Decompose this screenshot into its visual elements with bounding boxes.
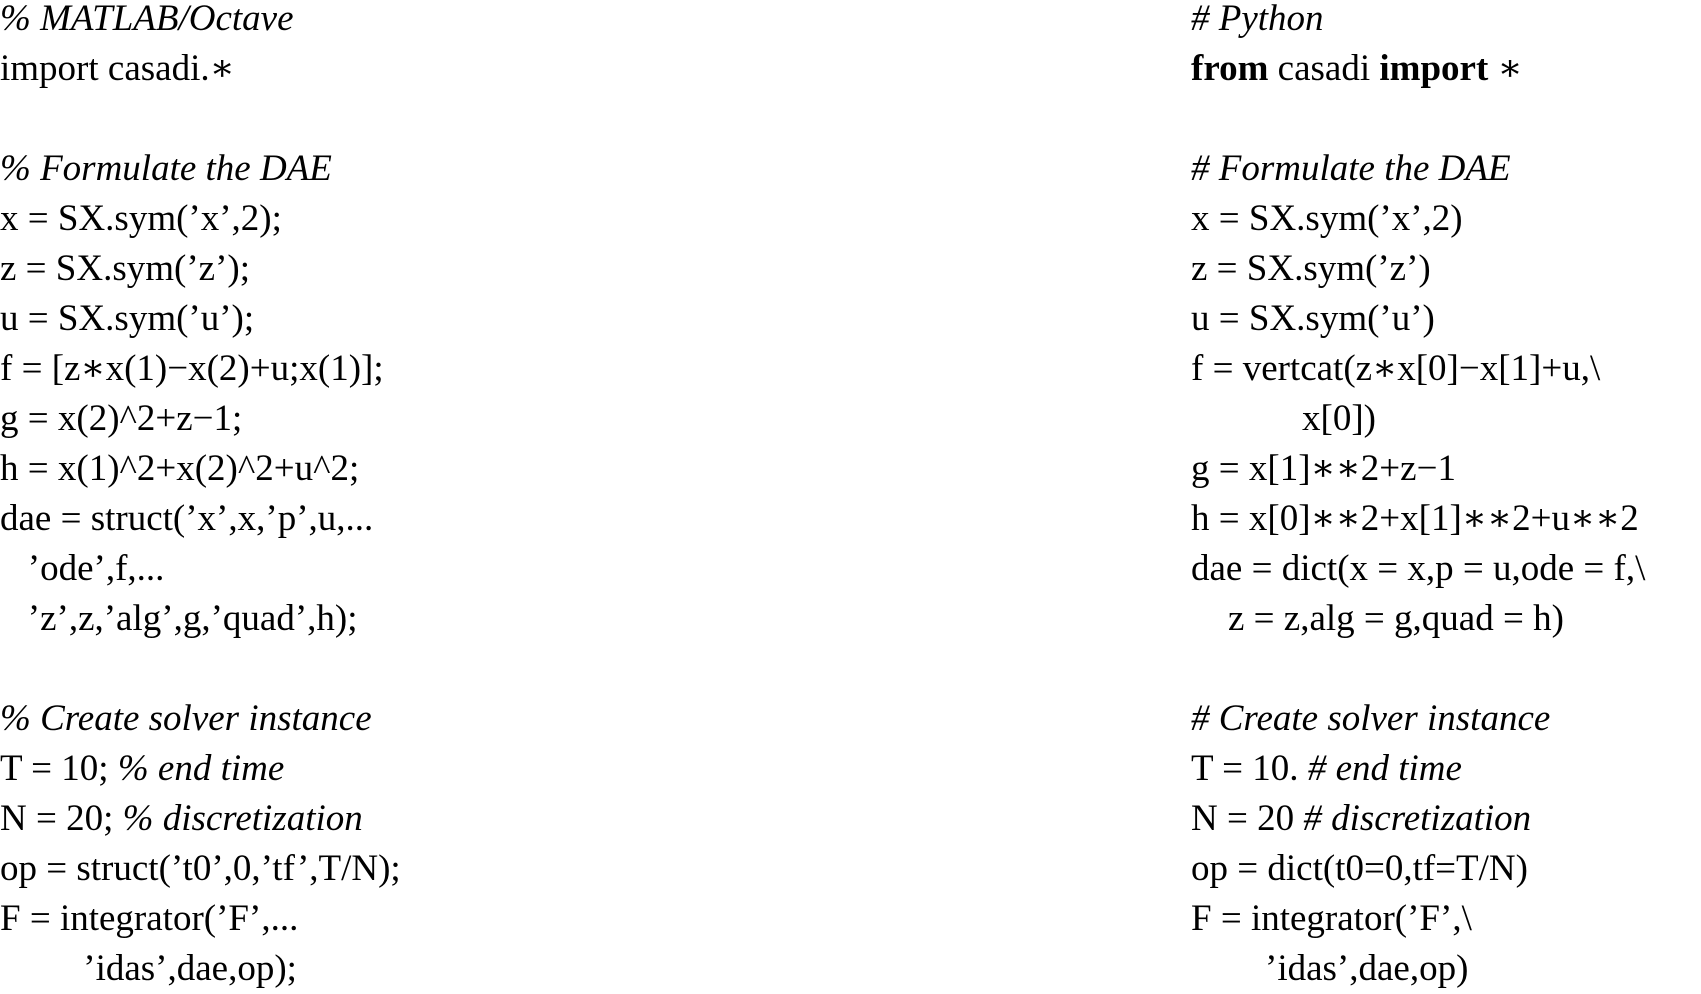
python-code-line — [1191, 894, 1645, 944]
python-code-line — [1191, 0, 1645, 44]
matlab-code-line — [0, 444, 401, 494]
code-text: op = dict(t0=0,tf=T/N) — [1191, 848, 1528, 889]
code-text: N = 20; — [0, 798, 123, 839]
matlab-code-line — [0, 0, 401, 44]
code-text: f = vertcat(z∗x[0]−x[1]+u,\ — [1191, 348, 1601, 389]
python-code-line — [1191, 94, 1645, 144]
code-text: import casadi.∗ — [0, 48, 235, 89]
python-code-line — [1191, 694, 1645, 744]
code-text: u = SX.sym(’u’) — [1191, 298, 1435, 339]
matlab-code-line — [0, 144, 401, 194]
python-code-line — [1191, 744, 1645, 794]
python-code-column — [1191, 0, 1645, 994]
python-code-line — [1191, 294, 1645, 344]
code-comment: % Create solver instance — [0, 698, 372, 739]
code-text: x = SX.sym(’x’,2) — [1191, 198, 1463, 239]
code-text: h = x[0]∗∗2+x[1]∗∗2+u∗∗2 — [1191, 498, 1639, 539]
code-text: f = [z∗x(1)−x(2)+u;x(1)]; — [0, 348, 384, 389]
code-comment: % MATLAB/Octave — [0, 0, 294, 39]
code-text: z = SX.sym(’z’); — [0, 248, 251, 289]
code-text: ’z’,z,’alg’,g,’quad’,h); — [0, 598, 358, 639]
python-code-line — [1191, 594, 1645, 644]
python-code-line — [1191, 844, 1645, 894]
matlab-code-line — [0, 844, 401, 894]
matlab-code-line — [0, 244, 401, 294]
python-code-line — [1191, 244, 1645, 294]
matlab-code-column — [0, 0, 401, 994]
code-comment: # Formulate the DAE — [1191, 148, 1511, 189]
code-text: ’ode’,f,... — [0, 548, 165, 589]
code-text: T = 10. — [1191, 748, 1308, 789]
code-keyword: import — [1379, 48, 1489, 89]
python-code-line — [1191, 194, 1645, 244]
matlab-code-line — [0, 294, 401, 344]
matlab-code-line — [0, 894, 401, 944]
python-code-line — [1191, 794, 1645, 844]
code-text: T = 10; — [0, 748, 118, 789]
python-code-line — [1191, 44, 1645, 94]
code-text: dae = struct(’x’,x,’p’,u,... — [0, 498, 374, 539]
code-text: x = SX.sym(’x’,2); — [0, 198, 282, 239]
code-text: g = x[1]∗∗2+z−1 — [1191, 448, 1456, 489]
matlab-code-line — [0, 94, 401, 144]
matlab-code-line — [0, 944, 401, 994]
code-text: F = integrator(’F’,... — [0, 898, 299, 939]
code-comment: % Formulate the DAE — [0, 148, 332, 189]
python-code-line — [1191, 944, 1645, 994]
python-code-line — [1191, 644, 1645, 694]
code-text: ∗ — [1488, 48, 1523, 89]
code-text: z = SX.sym(’z’) — [1191, 248, 1431, 289]
code-text: g = x(2)^2+z−1; — [0, 398, 243, 439]
matlab-code-line — [0, 594, 401, 644]
code-text: N = 20 — [1191, 798, 1304, 839]
code-text: z = z,alg = g,quad = h) — [1191, 598, 1564, 639]
matlab-code-line — [0, 694, 401, 744]
code-comment: # end time — [1307, 748, 1462, 789]
code-text: casadi — [1268, 48, 1380, 89]
python-code-line — [1191, 444, 1645, 494]
code-text: u = SX.sym(’u’); — [0, 298, 255, 339]
code-text: F = integrator(’F’,\ — [1191, 898, 1472, 939]
python-code-line — [1191, 144, 1645, 194]
code-comment: # Python — [1191, 0, 1324, 39]
matlab-code-line — [0, 544, 401, 594]
code-comment: # Create solver instance — [1191, 698, 1551, 739]
matlab-code-line — [0, 344, 401, 394]
code-text: ’idas’,dae,op); — [0, 948, 297, 989]
code-comment: # discretization — [1303, 798, 1532, 839]
code-keyword: from — [1191, 48, 1269, 89]
matlab-code-line — [0, 794, 401, 844]
python-code-line — [1191, 394, 1645, 444]
code-text: dae = dict(x = x,p = u,ode = f,\ — [1191, 548, 1646, 589]
code-text: h = x(1)^2+x(2)^2+u^2; — [0, 448, 360, 489]
matlab-code-line — [0, 744, 401, 794]
python-code-line — [1191, 544, 1645, 594]
matlab-code-line — [0, 44, 401, 94]
python-code-line — [1191, 344, 1645, 394]
matlab-code-line — [0, 494, 401, 544]
code-text: x[0]) — [1191, 398, 1376, 439]
code-comment: % discretization — [122, 798, 363, 839]
code-text: op = struct(’t0’,0,’tf’,T/N); — [0, 848, 401, 889]
code-comment: % end time — [117, 748, 285, 789]
matlab-code-line — [0, 194, 401, 244]
matlab-code-line — [0, 644, 401, 694]
python-code-line — [1191, 494, 1645, 544]
code-text: ’idas’,dae,op) — [1191, 948, 1469, 989]
matlab-code-line — [0, 394, 401, 444]
